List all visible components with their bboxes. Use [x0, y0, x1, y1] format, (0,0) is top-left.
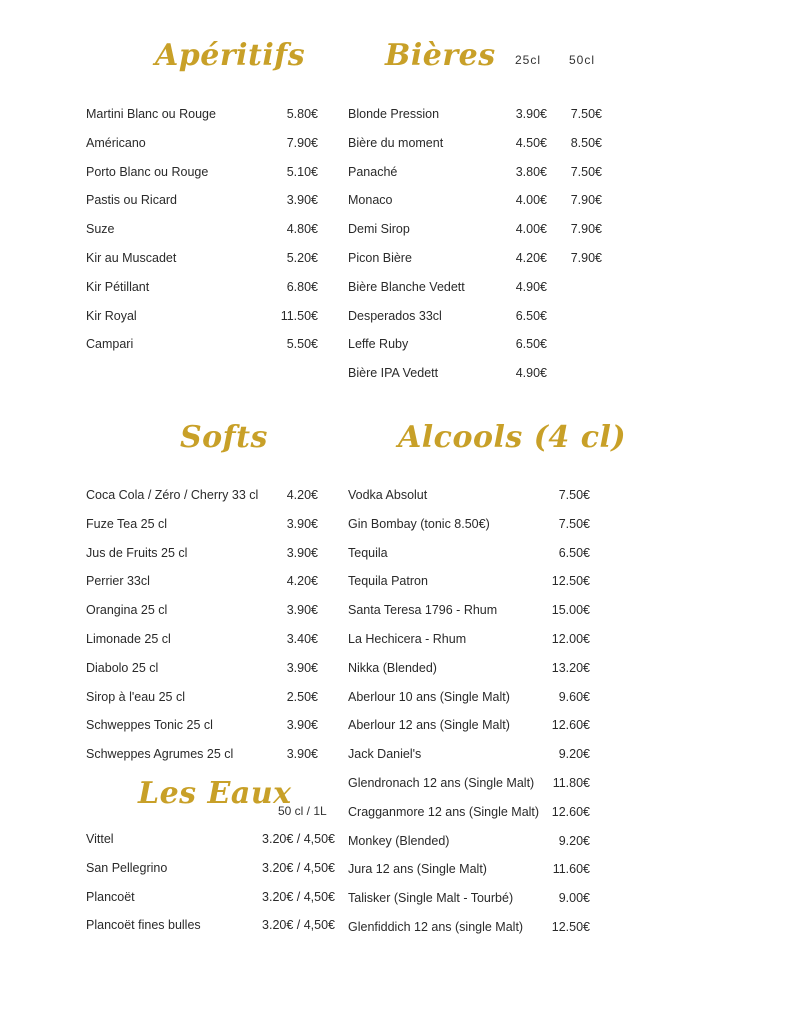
soft-item-price: 4.20€: [286, 574, 318, 589]
eaux-size-header: 50 cl / 1L: [278, 804, 327, 818]
biere-item-price-25cl: 6.50€: [515, 337, 547, 352]
soft-item-row: [86, 515, 318, 533]
aperitif-item-name: Kir Pétillant: [86, 279, 150, 294]
soft-item-row: [86, 601, 318, 619]
biere-item-price-25cl: 6.50€: [515, 308, 547, 323]
biere-item-name: Blonde Pression: [348, 107, 440, 121]
biere-item-price-50cl: 7.50€: [570, 107, 602, 121]
biere-item-price-50cl: 7.90€: [570, 222, 602, 237]
aperitif-item-name: Pastis ou Ricard: [86, 193, 178, 208]
soft-item-name: Fuze Tea 25 cl: [86, 516, 168, 531]
soft-item-row: [86, 544, 318, 562]
alcool-item-name: Aberlour 12 ans (Single Malt): [348, 718, 510, 733]
bieres-50cl-header: 50cl: [569, 53, 596, 67]
soft-item-price: 3.90€: [286, 545, 318, 560]
aperitif-item-name: Kir au Muscadet: [86, 251, 177, 265]
alcool-item-name: Santa Teresa 1796 - Rhum: [348, 603, 498, 618]
biere-item-price-25cl: 4.90€: [515, 279, 547, 294]
biere-item-name: Desperados 33cl: [348, 308, 442, 323]
alcool-item-row: [348, 803, 590, 821]
biere-item-row: [348, 105, 602, 123]
eau-item-row: [86, 916, 335, 934]
soft-item-row: [86, 745, 318, 763]
aperitif-item-row: [86, 191, 318, 209]
soft-item-name: Schweppes Agrumes 25 cl: [86, 747, 234, 762]
aperitif-item-row: [86, 335, 318, 353]
alcool-item-name: Talisker (Single Malt - Tourbé): [348, 891, 514, 906]
soft-item-name: Limonade 25 cl: [86, 632, 171, 646]
biere-item-name: Leffe Ruby: [348, 337, 409, 352]
soft-item-price: 3.90€: [286, 747, 318, 762]
biere-item-row: [348, 335, 602, 353]
alcool-item-price: 13.20€: [551, 660, 590, 675]
alcool-item-price: 9.20€: [558, 833, 590, 848]
aperitif-item-price: 5.50€: [286, 337, 318, 352]
alcool-item-name: Tequila: [348, 545, 388, 560]
alcool-item-name: Tequila Patron: [348, 574, 428, 589]
eau-item-row: [86, 830, 335, 848]
alcool-item-row: [348, 630, 590, 648]
biere-item-row: [348, 249, 602, 267]
aperitif-item-price: 7.90€: [286, 135, 318, 150]
alcool-item-row: [348, 688, 590, 706]
biere-item-price-25cl: 4.90€: [515, 366, 547, 381]
aperitif-item-price: 4.80€: [286, 222, 318, 237]
bieres-25cl-header: 25cl: [515, 53, 542, 67]
alcool-item-name: La Hechicera - Rhum: [348, 632, 467, 646]
aperitif-item-row: [86, 134, 318, 152]
soft-item-name: Sirop à l'eau 25 cl: [86, 689, 185, 704]
eau-item-price: 3.20€ / 4,50€: [262, 889, 335, 904]
biere-item-row: [348, 278, 602, 296]
alcool-item-price: 12.50€: [551, 574, 590, 589]
soft-item-price: 3.90€: [286, 603, 318, 618]
aperitif-item-price: 3.90€: [286, 193, 318, 208]
biere-item-name: Panaché: [348, 164, 398, 179]
aperitif-item-price: 6.80€: [286, 279, 318, 294]
biere-item-price-50cl: 8.50€: [570, 135, 602, 150]
aperitif-item-name: Américano: [86, 135, 146, 150]
soft-item-name: Orangina 25 cl: [86, 603, 168, 618]
aperitif-item-name: Porto Blanc ou Rouge: [86, 164, 209, 179]
alcool-item-price: 11.80€: [552, 776, 590, 790]
aperitif-item-name: Kir Royal: [86, 308, 137, 323]
aperitif-item-price: 5.20€: [286, 251, 318, 265]
aperitif-item-row: [86, 278, 318, 296]
biere-item-price-25cl: 4.00€: [515, 222, 547, 237]
biere-item-row: [348, 134, 602, 152]
eau-item-name: Vittel: [86, 832, 114, 846]
alcool-item-row: [348, 544, 590, 562]
soft-item-row: [86, 688, 318, 706]
soft-item-name: Perrier 33cl: [86, 574, 150, 589]
aperitif-item-row: [86, 220, 318, 238]
alcool-item-name: Monkey (Blended): [348, 833, 450, 848]
eau-item-name: Plancoët fines bulles: [86, 918, 201, 933]
biere-item-price-50cl: 7.90€: [570, 193, 602, 208]
aperitifs-title: Apéritifs: [155, 38, 306, 73]
aperitif-item-price: 5.10€: [286, 164, 318, 179]
alcool-item-row: [348, 774, 590, 792]
eau-item-row: [86, 859, 335, 877]
aperitif-item-name: Campari: [86, 337, 134, 352]
alcool-item-name: Glendronach 12 ans (Single Malt): [348, 776, 535, 790]
alcool-item-row: [348, 860, 590, 878]
aperitif-item-name: Martini Blanc ou Rouge: [86, 107, 216, 121]
biere-item-row: [348, 220, 602, 238]
soft-item-name: Coca Cola / Zéro / Cherry 33 cl: [86, 488, 259, 502]
alcool-item-price: 7.50€: [558, 488, 590, 502]
alcool-item-price: 15.00€: [551, 603, 590, 618]
biere-item-name: Monaco: [348, 193, 393, 208]
biere-item-price-25cl: 4.20€: [515, 251, 547, 265]
alcool-item-row: [348, 745, 590, 763]
alcool-item-price: 12.00€: [551, 632, 590, 646]
biere-item-name: Bière Blanche Vedett: [348, 279, 465, 294]
alcool-item-row: [348, 572, 590, 590]
soft-item-price: 4.20€: [286, 488, 318, 502]
biere-item-price-50cl: 7.50€: [570, 164, 602, 179]
alcool-item-row: [348, 601, 590, 619]
soft-item-price: 3.90€: [286, 516, 318, 531]
alcool-item-row: [348, 918, 590, 936]
eau-item-name: Plancoët: [86, 889, 135, 904]
alcool-item-price: 11.60€: [552, 862, 590, 877]
alcool-item-row: [348, 659, 590, 677]
soft-item-name: Jus de Fruits 25 cl: [86, 545, 188, 560]
eau-item-price: 3.20€ / 4,50€: [262, 860, 335, 875]
alcool-item-price: 7.50€: [558, 516, 590, 531]
alcool-item-price: 12.60€: [551, 718, 590, 733]
softs-title: Softs: [180, 420, 268, 455]
aperitif-item-price: 5.80€: [286, 107, 318, 121]
biere-item-row: [348, 307, 602, 325]
soft-item-row: [86, 572, 318, 590]
eau-item-price: 3.20€ / 4,50€: [262, 918, 335, 933]
alcool-item-price: 12.60€: [551, 804, 590, 819]
eau-item-row: [86, 888, 335, 906]
biere-item-price-25cl: 4.50€: [515, 135, 547, 150]
biere-item-row: [348, 191, 602, 209]
alcool-item-row: [348, 486, 590, 504]
biere-item-row: [348, 163, 602, 181]
eau-item-price: 3.20€ / 4,50€: [262, 832, 335, 846]
biere-item-name: Picon Bière: [348, 251, 412, 265]
soft-item-name: Diabolo 25 cl: [86, 660, 159, 675]
alcool-item-row: [348, 832, 590, 850]
alcool-item-name: Jura 12 ans (Single Malt): [348, 862, 487, 877]
soft-item-price: 2.50€: [286, 689, 318, 704]
biere-item-price-25cl: 3.80€: [515, 164, 547, 179]
eaux-title: Les Eaux: [138, 776, 292, 811]
aperitif-item-row: [86, 105, 318, 123]
alcool-item-row: [348, 716, 590, 734]
alcool-item-price: 9.00€: [558, 891, 590, 906]
alcool-item-name: Aberlour 10 ans (Single Malt): [348, 689, 510, 704]
aperitif-item-name: Suze: [86, 222, 115, 237]
alcools-title: Alcools (4 cl): [398, 420, 627, 455]
alcool-item-name: Gin Bombay (tonic 8.50€): [348, 516, 490, 531]
soft-item-price: 3.40€: [286, 632, 318, 646]
aperitif-item-row: [86, 249, 318, 267]
biere-item-name: Demi Sirop: [348, 222, 410, 237]
biere-item-name: Bière IPA Vedett: [348, 366, 439, 381]
alcool-item-price: 9.20€: [558, 747, 590, 762]
alcool-item-price: 9.60€: [558, 689, 590, 704]
soft-item-row: [86, 486, 318, 504]
soft-item-row: [86, 659, 318, 677]
alcool-item-row: [348, 889, 590, 907]
alcool-item-price: 12.50€: [551, 920, 590, 934]
bieres-title: Bières: [385, 38, 496, 73]
soft-item-name: Schweppes Tonic 25 cl: [86, 718, 213, 733]
aperitif-item-price: 11.50€: [280, 308, 318, 323]
alcool-item-name: Cragganmore 12 ans (Single Malt): [348, 804, 540, 819]
soft-item-price: 3.90€: [286, 718, 318, 733]
alcool-item-name: Nikka (Blended): [348, 660, 437, 675]
alcool-item-row: [348, 515, 590, 533]
biere-item-price-25cl: 4.00€: [515, 193, 547, 208]
soft-item-price: 3.90€: [286, 660, 318, 675]
soft-item-row: [86, 716, 318, 734]
eau-item-name: San Pellegrino: [86, 860, 168, 875]
biere-item-row: [348, 364, 602, 382]
biere-item-name: Bière du moment: [348, 135, 444, 150]
alcool-item-name: Glenfiddich 12 ans (single Malt): [348, 920, 524, 934]
aperitif-item-row: [86, 307, 318, 325]
alcool-item-price: 6.50€: [558, 545, 590, 560]
alcool-item-name: Jack Daniel's: [348, 747, 422, 762]
alcool-item-name: Vodka Absolut: [348, 488, 428, 502]
biere-item-price-25cl: 3.90€: [515, 107, 547, 121]
biere-item-price-50cl: 7.90€: [570, 251, 602, 265]
aperitif-item-row: [86, 163, 318, 181]
soft-item-row: [86, 630, 318, 648]
